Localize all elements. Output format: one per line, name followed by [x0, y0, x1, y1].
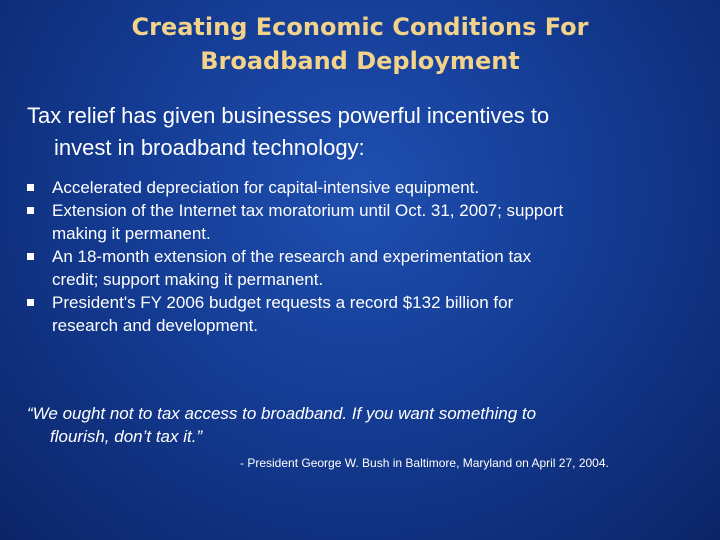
- intro-text: [27, 100, 687, 164]
- slide-title-line-1: Creating Economic Conditions For: [131, 13, 589, 41]
- quote-line-2: flourish, don’t tax it.”: [50, 427, 203, 446]
- bullet-item: [27, 199, 707, 245]
- bullet-text: Accelerated depreciation for capital-intensive equipment.: [52, 178, 480, 197]
- bullet-list: [27, 176, 707, 337]
- bullet-item: [27, 245, 707, 291]
- bullet-item: [27, 291, 707, 337]
- bullet-text: President's FY 2006 budget requests a record $132 billion for: [52, 293, 514, 312]
- slide-title-line-2: Broadband Deployment: [200, 47, 520, 75]
- bullet-text-continued: research and development.: [52, 316, 259, 335]
- intro-line-2: invest in broadband technology:: [54, 135, 365, 160]
- square-bullet-icon: [27, 299, 34, 306]
- quote-attribution: - President George W. Bush in Baltimore, Maryland on April 27, 2004.: [240, 456, 609, 470]
- bullet-text-continued: making it permanent.: [52, 224, 211, 243]
- square-bullet-icon: [27, 207, 34, 214]
- square-bullet-icon: [27, 253, 34, 260]
- bullet-item: [27, 176, 707, 199]
- intro-line-1: Tax relief has given businesses powerful incentives to: [27, 103, 550, 128]
- quote-line-1: “We ought not to tax access to broadband. If you want something to: [27, 404, 537, 423]
- bullet-text: An 18-month extension of the research and experimentation tax: [52, 247, 532, 266]
- quote: [27, 402, 697, 448]
- square-bullet-icon: [27, 184, 34, 191]
- bullet-text-continued: credit; support making it permanent.: [52, 270, 324, 289]
- slide-title: [0, 10, 720, 78]
- bullet-text: Extension of the Internet tax moratorium until Oct. 31, 2007; support: [52, 201, 564, 220]
